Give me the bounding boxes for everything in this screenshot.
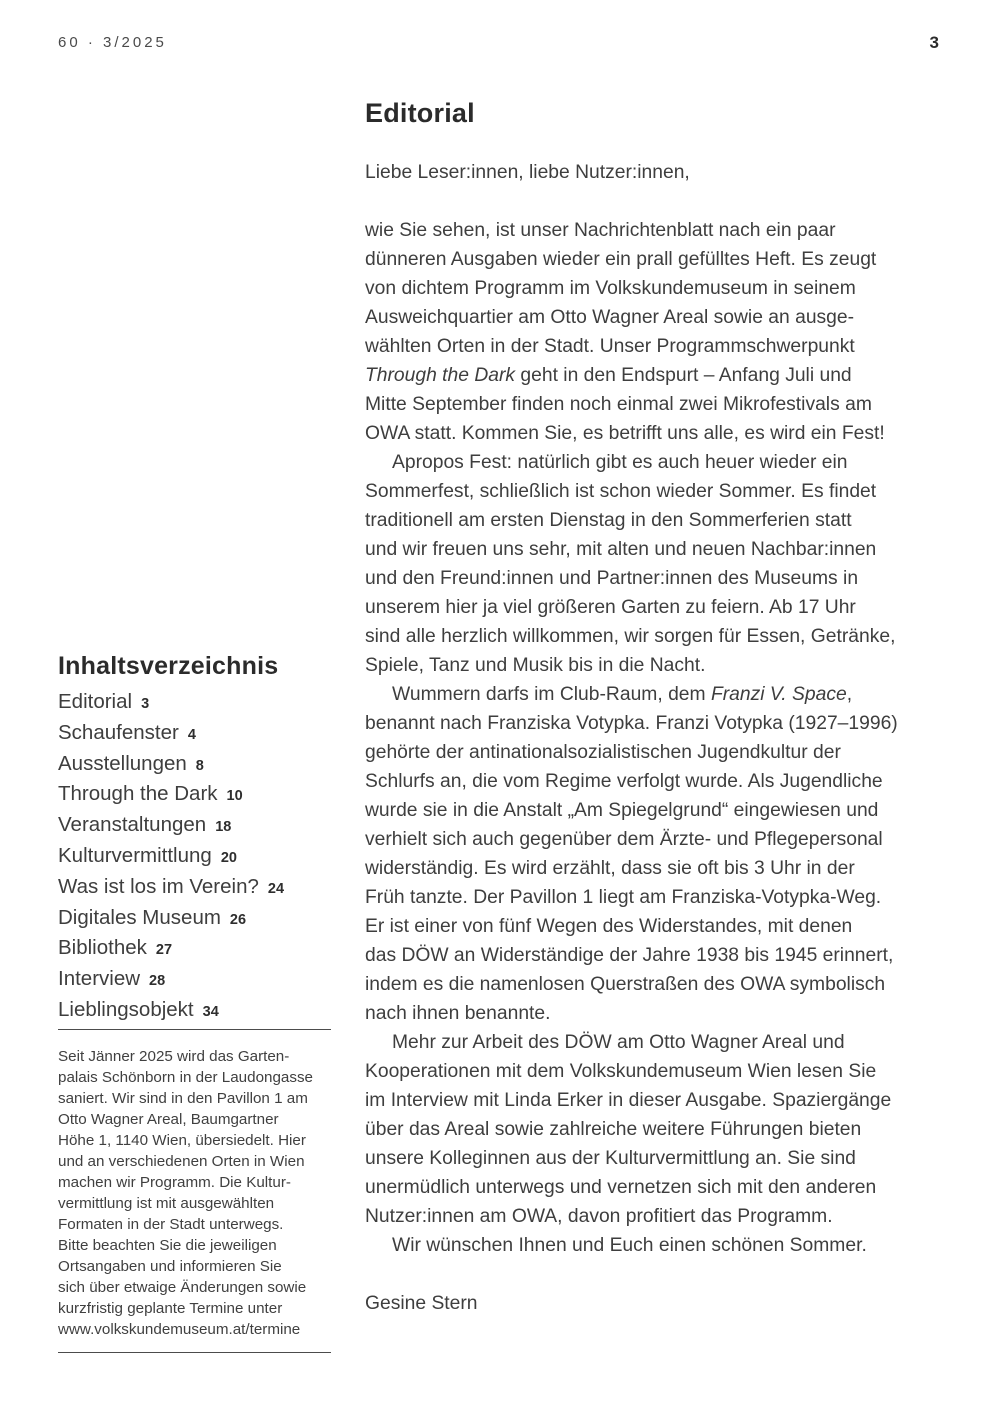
paragraph: Apropos Fest: natürlich gibt es auch heuer wieder ein Sommerfest, schließlich ist schon wieder Sommer. Es findet traditionell am ersten Dienstag in den Sommerferien statt und wir freuen uns sehr, mit alten und neuen Nachbar:innen und den Freund:innen und Partner:innen des Museums in unserem hier ja viel größeren Garten zu feiern. Ab 17 Uhr sind alle herzlich willkommen, wir sorgen für Essen, Getränke, Spiele, Tanz und Musik bis in die Nacht. [365, 452, 896, 676]
toc-item [58, 750, 358, 781]
toc-item-label: Lieblingsobjekt [58, 997, 194, 1021]
toc-item [58, 904, 358, 935]
toc-list [58, 688, 358, 1027]
toc-item [58, 719, 358, 750]
relocation-note [58, 1029, 331, 1353]
paragraph: Mehr zur Arbeit des DÖW am Otto Wagner Areal und Kooperationen mit dem Volkskundemuseum Wien lesen Sie im Interview mit Linda Erker in dieser Ausgabe. Spaziergänge über das Areal sowie zahlreiche weitere Führungen bieten unsere Kolleginnen aus der Kulturvermittlung an. Sie sind unermüdlich unterwegs und vernetzen sich mit den anderen Nutzer:innen am OWA, davon profitiert das Programm. [365, 1032, 892, 1227]
toc-item [58, 688, 358, 719]
paragraph: Liebe Leser:innen, liebe Nutzer:innen, [365, 162, 690, 183]
paragraph: Wir wünschen Ihnen und Euch einen schönen Sommer. [392, 1235, 867, 1256]
toc-item-page: 3 [141, 696, 150, 712]
toc-item-page: 28 [149, 973, 166, 990]
toc-item [58, 965, 358, 996]
editorial-body [365, 158, 965, 1318]
editorial-paragraphs [365, 158, 965, 1260]
toc-item-label: Through the Dark [58, 782, 218, 806]
toc-item-page: 27 [155, 942, 173, 959]
toc-item-label: Was ist los im Verein? [58, 874, 259, 898]
toc-item-label: Veranstaltungen [58, 813, 207, 837]
table-of-contents [58, 651, 358, 1027]
toc-item [58, 873, 358, 904]
toc-item-label: Ausstellungen [58, 751, 187, 775]
toc-item [58, 996, 358, 1027]
toc-item-label: Digitales Museum [58, 905, 221, 929]
page-number: 3 [929, 33, 940, 52]
toc-title: Inhaltsverzeichnis [58, 652, 279, 680]
toc-item-page: 8 [195, 757, 204, 774]
toc-item-page: 26 [229, 911, 247, 928]
page-header [58, 33, 940, 53]
toc-item-page: 34 [202, 1003, 219, 1020]
toc-item-page: 10 [226, 788, 243, 805]
signature: Gesine Stern [365, 1293, 478, 1314]
note-text: Seit Jänner 2025 wird das Garten- palais Schönborn in der Laudongasse saniert. Wir sind in den Pavillon 1 am Otto Wagner Areal, Baumgartner Höhe 1, 1140 Wien, übersiedelt. Hier und an verschiedenen Orten in Wien machen wir Programm. Die Kultur- vermittlung ist mit ausgewählten Formaten in der Stadt unterwegs. Bitte beachten Sie die jeweiligen Ortsangaben und informieren Sie sich über etwaige Änderungen sowie kurzfristig geplante Termine unter www.volkskundemuseum.at/termine [58, 1048, 313, 1338]
paragraph: Wummern darfs im Club-Raum, dem Franzi V. Space, benannt nach Franziska Votypka. Franzi Votypka (1927–1996) gehörte der antinationalsozialistischen Jugendkultur der Schlurfs an, die vom Regime verfolgt wurde. Als Jugendliche wurde sie in die Anstalt „Am Spiegelgrund“ eingewiesen und verhielt sich auch gegenüber dem Ärzte- und Pflegepersonal widerständig. Es wird erzählt, dass sie oft bis 3 Uhr in der Früh tanzte. Der Pavillon 1 liegt am Franziska-Votypka-Weg. Er ist einer von fünf Wegen des Widerstandes, mit denen das DÖW an Widerständige der Jahre 1938 bis 1945 erinnert, indem es die namenlosen Querstraßen des OWA symbolisch nach ihnen benannte. [365, 684, 898, 1024]
toc-item-label: Bibliothek [58, 936, 147, 960]
issue-label: 60 · 3/2025 [58, 34, 167, 51]
toc-item [58, 842, 358, 873]
toc-item [58, 934, 358, 965]
toc-item-page: 4 [187, 726, 196, 743]
toc-item-label: Editorial [58, 690, 133, 713]
paragraph: wie Sie sehen, ist unser Nachrichtenblatt nach ein paar dünneren Ausgaben wieder ein prall gefülltes Heft. Es zeugt von dichtem Programm im Volkskundemuseum in seinem Ausweichquartier am Otto Wagner Areal sowie an ausge- wählten Orten in der Stadt. Unser Programmschwerpunkt Through the Dark geht in den Endspurt – Anfang Juli und Mitte September finden noch einmal zwei Mikrofestivals am OWA statt. Kommen Sie, es betrifft uns alle, es wird ein Fest! [365, 220, 885, 444]
note-url[interactable]: www.volkskundemuseum.at/termine [58, 1321, 301, 1338]
toc-item [58, 780, 358, 811]
toc-item-page: 20 [220, 849, 237, 866]
toc-item-label: Schaufenster [58, 720, 179, 744]
toc-item-label: Kulturvermittlung [58, 843, 212, 867]
toc-item-page: 18 [215, 819, 232, 836]
toc-item-label: Interview [58, 967, 141, 991]
toc-item [58, 811, 358, 842]
page-title: Editorial [365, 98, 475, 128]
toc-item-page: 24 [267, 880, 285, 897]
